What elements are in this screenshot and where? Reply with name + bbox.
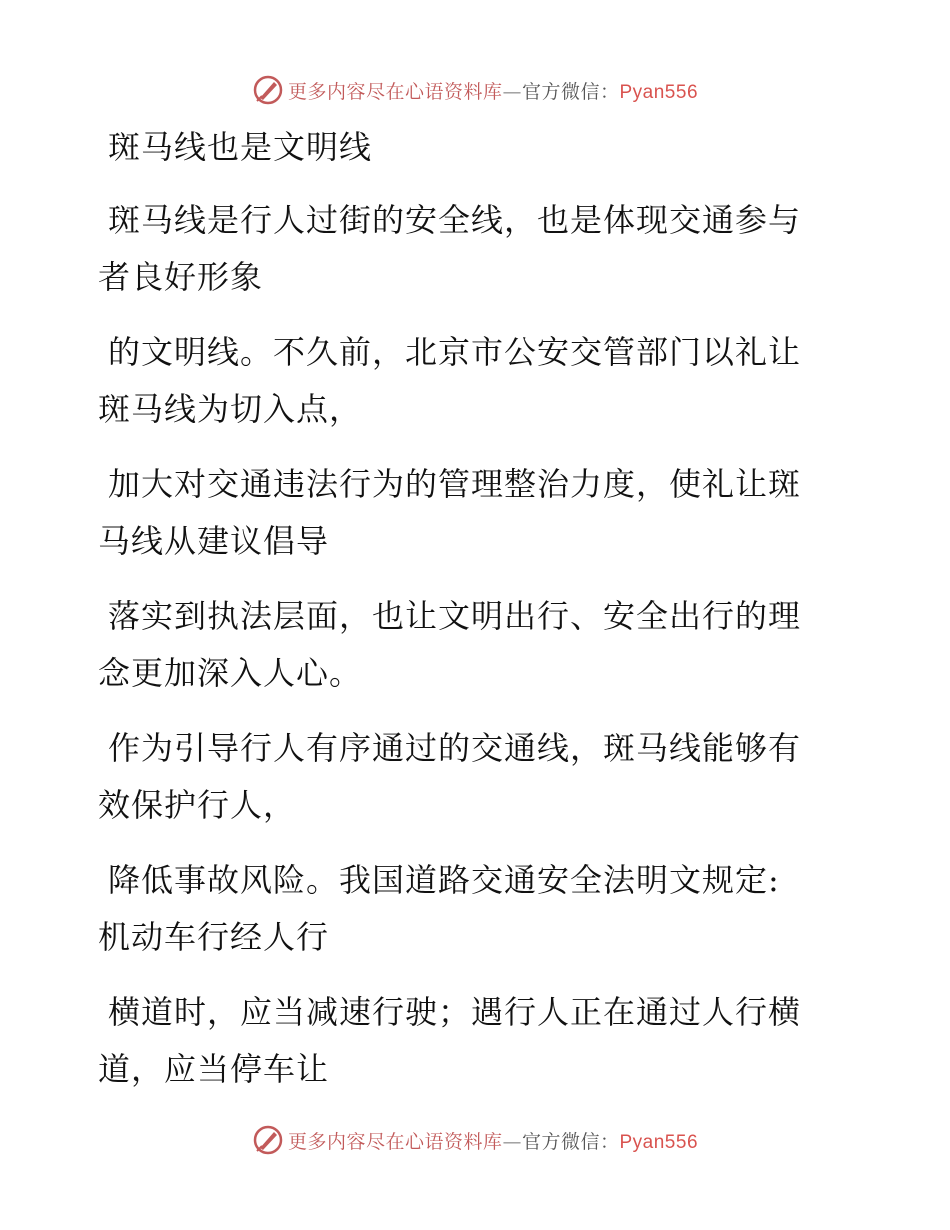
watermark-site-text: 更多内容尽在心语资料库	[287, 1130, 503, 1153]
text-line: 机动车行经人行	[98, 918, 330, 956]
text-line: 效保护行人，	[98, 786, 297, 824]
watermark-site-text: 更多内容尽在心语资料库	[287, 80, 503, 103]
text-line: 念更加深入人心。	[98, 654, 363, 692]
text-line: 横道时，应当减速行驶；遇行人正在通过人行横	[108, 993, 802, 1031]
watermark-wechat-label: 官方微信：	[521, 80, 620, 103]
text-line: 道，应当停车让	[98, 1050, 330, 1088]
watermark-dash: —	[502, 1130, 522, 1153]
text-line: 马线从建议倡导	[98, 522, 330, 560]
watermark-wechat-id: Pyan556	[619, 1131, 699, 1153]
text-line: 降低事故风险。我国道路交通安全法明文规定:	[108, 861, 780, 899]
text-line: 者良好形象	[98, 258, 264, 296]
watermark-dash: —	[502, 80, 522, 103]
text-line: 斑马线是行人过街的安全线，也是体现交通参与	[108, 201, 802, 239]
text-line: 的文明线。不久前，北京市公安交管部门以礼让	[108, 333, 802, 371]
text-line: 作为引导行人有序通过的交通线，斑马线能够有	[108, 729, 802, 767]
watermark-wechat-id: Pyan556	[619, 81, 699, 103]
text-line: 加大对交通违法行为的管理整治力度，使礼让斑	[108, 465, 802, 503]
quill-logo-icon	[252, 1124, 284, 1156]
text-line: 斑马线为切入点，	[98, 390, 363, 428]
footer-watermark	[0, 1122, 950, 1158]
watermark-wechat-label: 官方微信：	[521, 1130, 620, 1153]
text-line: 落实到执法层面，也让文明出行、安全出行的理	[108, 597, 802, 635]
watermark-text	[288, 1127, 698, 1154]
document-title: 斑马线也是文明线	[108, 128, 373, 166]
